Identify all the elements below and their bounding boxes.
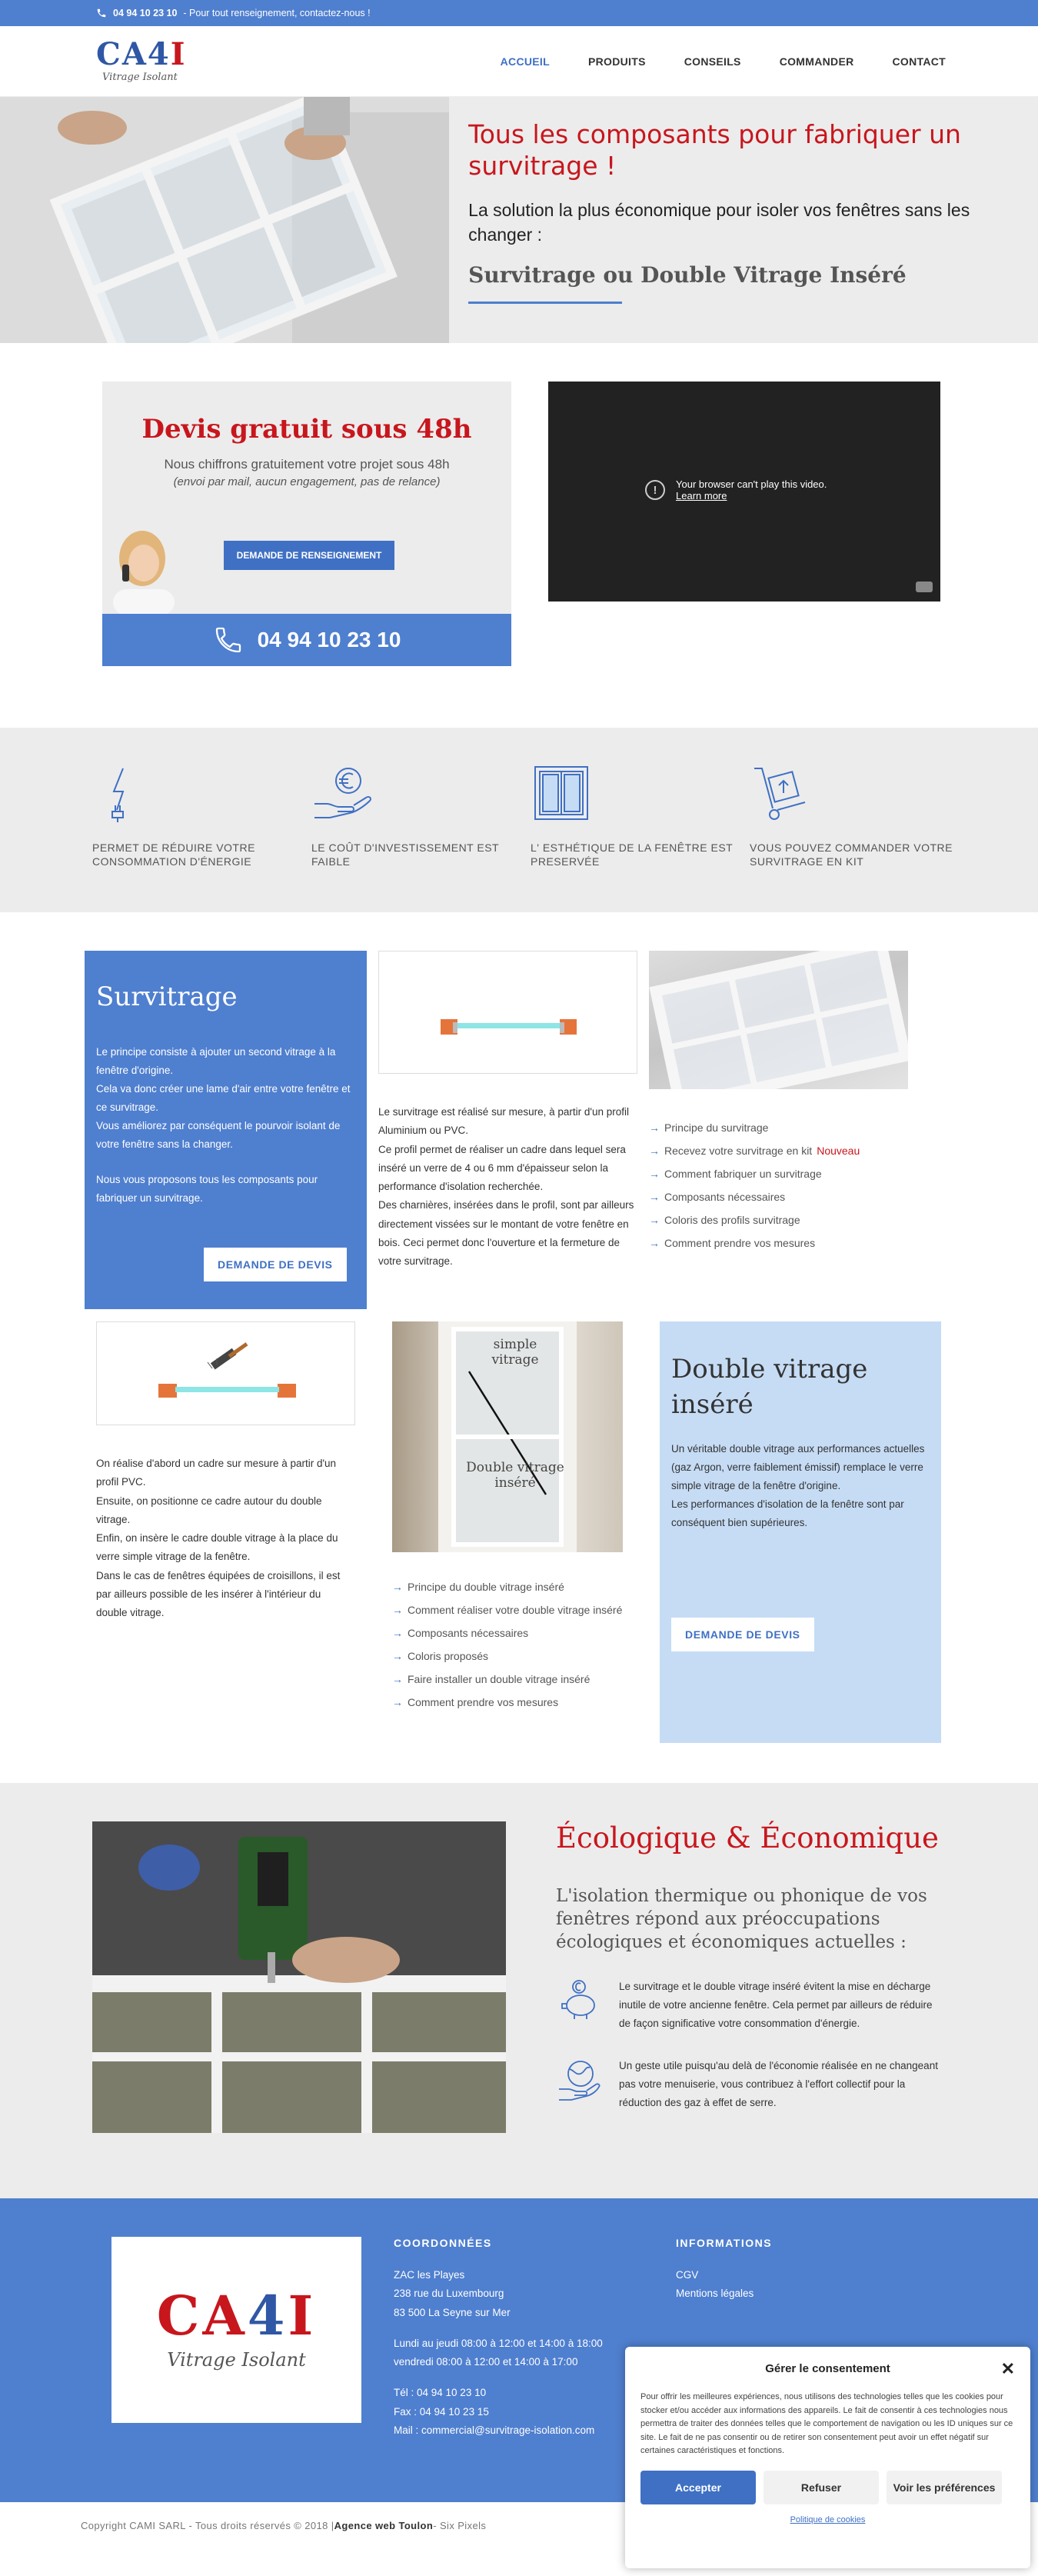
double-vitrage-photo: [392, 1321, 623, 1552]
arrow-right-icon: →: [649, 1214, 660, 1227]
feature-text: LE COÛT D'INVESTISSEMENT EST FAIBLE: [311, 841, 499, 868]
accept-button[interactable]: Accepter: [640, 2471, 756, 2504]
double-vitrage-card: [660, 1321, 941, 1743]
refuse-button[interactable]: Refuser: [764, 2471, 879, 2504]
nav-accueil[interactable]: ACCUEIL: [500, 55, 550, 68]
arrow-right-icon: →: [649, 1145, 660, 1158]
feature-item: [531, 762, 750, 912]
close-icon[interactable]: ✕: [1000, 2359, 1015, 2378]
feature-text: VOUS POUVEZ COMMANDER VOTRE SURVITRAGE EN KIT: [750, 841, 953, 868]
eco-item-text: Un geste utile puisqu'au delà de l'économie réalisée en ne changeant pas votre menuiserie, vous contribuez à l'effort collectif pour la réduction des gaz à effet de serre.: [619, 2059, 938, 2109]
devis-request-button[interactable]: DEMANDE DE RENSEIGNEMENT: [224, 541, 394, 570]
eco-title: Écologique & Économique: [556, 1821, 939, 1855]
double-vitrage-links: [392, 1575, 623, 1715]
feature-item: [92, 762, 311, 912]
preferences-button[interactable]: Voir les préférences: [887, 2471, 1002, 2504]
logo-mark-ca: CA: [96, 36, 148, 72]
piggy-bank-icon: [556, 1978, 602, 2024]
survitrage-diagram: [378, 951, 637, 1074]
agency-suffix: - Six Pixels: [433, 2519, 487, 2531]
phone-icon: [213, 625, 244, 655]
list-item[interactable]: → Composants nécessaires: [392, 1621, 623, 1645]
eco-photo: [92, 1821, 506, 2133]
feature-text: PERMET DE RÉDUIRE VOTRE CONSOMMATION D'ÉNERGIE: [92, 841, 255, 868]
arrow-right-icon: →: [392, 1581, 403, 1593]
double-vitrage-left-text: On réalise d'abord un cadre sur mesure à partir d'un profil PVC. Ensuite, on positionne ce cadre autour du double vitrage. Enfin, on insère le cadre double vitrage à la place du verre simple vitrage de la fenêtre. Dans le cas de fenêtres équipées de croisillons, il est par ailleurs possible de les insérer à l'intérieur du double vitrage.: [96, 1458, 341, 1619]
devis-title: Devis gratuit sous 48h: [141, 414, 472, 445]
youtube-icon[interactable]: [916, 582, 933, 592]
arrow-right-icon: →: [392, 1696, 403, 1709]
list-item[interactable]: → Coloris des profils survitrage: [649, 1208, 908, 1231]
arrow-right-icon: →: [392, 1650, 403, 1663]
feature-item: [311, 762, 531, 912]
eco-subtitle: L'isolation thermique ou phonique de vos fenêtres répond aux préoccupations écologiques et économiques actuelles :: [556, 1886, 927, 1952]
hero-subtitle: La solution la plus économique pour isoler vos fenêtres sans les changer :: [468, 199, 970, 245]
feature-text: L' ESTHÉTIQUE DE LA FENÊTRE EST PRESERVÉE: [531, 841, 733, 868]
arrow-right-icon: →: [649, 1237, 660, 1250]
site-header: [0, 26, 1038, 97]
video-error-text: Your browser can't play this video.: [676, 478, 827, 490]
list-item[interactable]: → Comment fabriquer un survitrage: [649, 1162, 908, 1185]
nav-conseils[interactable]: CONSEILS: [684, 55, 741, 68]
arrow-right-icon: →: [649, 1168, 660, 1181]
site-logo[interactable]: [96, 36, 187, 83]
double-vitrage-diagram: [96, 1321, 355, 1425]
footer-logo[interactable]: [111, 2237, 361, 2423]
delivery-trolley-icon: [750, 762, 811, 824]
devis-line1: Nous chiffrons gratuitement votre projet sous 48h: [164, 457, 450, 472]
survitrage-p2: Cela va donc créer une lame d'air entre votre fenêtre et ce survitrage.: [96, 1083, 351, 1114]
footer-info-title: INFORMATIONS: [676, 2237, 773, 2249]
euro-hand-icon: [311, 762, 373, 824]
hero-title: Tous les composants pour fabriquer un survitrage !: [468, 119, 961, 182]
list-item[interactable]: → Coloris proposés: [392, 1645, 623, 1668]
list-item[interactable]: → Principe du survitrage: [649, 1116, 908, 1139]
double-vitrage-quote-button[interactable]: DEMANDE DE DEVIS: [671, 1618, 814, 1651]
copyright-text: Copyright CAMI SARL - Tous droits réservés © 2018 |: [81, 2519, 334, 2531]
devis-phone-bar[interactable]: [102, 614, 511, 666]
logo-subtitle: Vitrage Isolant: [102, 72, 178, 83]
cookie-policy-link[interactable]: Politique de cookies: [790, 2514, 866, 2524]
survitrage-p3: Vous améliorez par conséquent le pourvoir isolant de votre fenêtre sans la changer.: [96, 1120, 341, 1151]
eco-text: [556, 1821, 940, 2198]
main-nav: [501, 55, 946, 68]
video-player[interactable]: [548, 382, 940, 602]
photo-label-double: Double vitrage inséré: [466, 1460, 564, 1491]
arrow-right-icon: →: [392, 1627, 403, 1640]
footer-hours: Lundi au jeudi 08:00 à 12:00 et 14:00 à 18:00 vendredi 08:00 à 12:00 et 14:00 à 17:00: [394, 2337, 603, 2368]
double-vitrage-card-text: Un véritable double vitrage aux performances actuelles (gaz Argon, verre faiblement émissif) remplace le verre simple vitrage de la fenêtre d'origine. Les performances d'isolation de la fenêtre sont par conséquent bien supérieures.: [671, 1442, 925, 1528]
footer-address: ZAC les Playes 238 rue du Luxembourg 83 500 La Seyne sur Mer: [394, 2269, 511, 2318]
phone-icon: [96, 8, 107, 18]
new-badge: Nouveau: [817, 1145, 860, 1158]
cookie-buttons: [640, 2471, 1015, 2504]
survitrage-title: Survitrage: [96, 981, 238, 1012]
footer-logo-mark-4: 4: [247, 2284, 288, 2348]
devis-woman-image: [102, 528, 195, 615]
devis-line2: (envoi par mail, aucun engagement, pas de relance): [173, 475, 441, 488]
info-icon: !: [645, 480, 665, 500]
nav-commander[interactable]: COMMANDER: [779, 55, 854, 68]
globe-hand-icon: [556, 2057, 602, 2103]
survitrage-right: [649, 951, 908, 1321]
list-item[interactable]: → Composants nécessaires: [649, 1185, 908, 1208]
survitrage-mid-text: Le survitrage est réalisé sur mesure, à partir d'un profil Aluminium ou PVC. Ce profil permet de réaliser un cadre dans lequel sera inséré un verre de 4 ou 6 mm d'épaisseur selon la performance d'isolation recherchée. Des charnières, insérées dans le profil, sont par ailleurs directement vissées sur le montant de votre fenêtre en bois. Ceci permet donc l'ouverture et la fermeture de votre survitrage.: [378, 1106, 634, 1268]
arrow-right-icon: →: [392, 1604, 403, 1617]
list-item[interactable]: → Faire installer un double vitrage inséré: [392, 1668, 623, 1691]
top-bar: [0, 0, 1038, 26]
list-item[interactable]: → Comment prendre vos mesures: [649, 1231, 908, 1255]
survitrage-links: [649, 1116, 908, 1255]
nav-produits[interactable]: PRODUITS: [587, 55, 646, 68]
arrow-right-icon: →: [392, 1673, 403, 1686]
hero-heading: Survitrage ou Double Vitrage Inséré: [468, 262, 907, 288]
eco-item-text: Le survitrage et le double vitrage inséré évitent la mise en décharge inutile de votre ancienne fenêtre. Cela permet par ailleurs de réduire de façon significative votre consommation d'énergie.: [619, 1980, 933, 2030]
footer-contact: Tél : 04 94 10 23 10 Fax : 04 94 10 23 15 Mail : commercial@survitrage-isolation.com: [394, 2387, 595, 2437]
footer-logo-subtitle: Vitrage Isolant: [167, 2349, 306, 2371]
survitrage-p1: Le principe consiste à ajouter un second vitrage à la fenêtre d'origine.: [96, 1046, 336, 1077]
footer-link-mentions[interactable]: Mentions légales: [676, 2288, 754, 2300]
feature-item: [750, 762, 969, 912]
survitrage-section: [0, 912, 1038, 1321]
double-vitrage-title: Double vitrage inséré: [671, 1354, 868, 1420]
topbar-text: - Pour tout renseignement, contactez-nous !: [183, 8, 371, 18]
topbar-phone[interactable]: 04 94 10 23 10: [113, 8, 178, 18]
hero-divider: [468, 302, 622, 304]
hero-text: [449, 97, 1038, 343]
double-vitrage-left: [96, 1321, 355, 1783]
photo-label-simple: simple vitrage: [491, 1337, 539, 1368]
arrow-right-icon: →: [649, 1191, 660, 1204]
energy-plug-icon: [92, 762, 154, 824]
footer-logo-mark-i: I: [288, 2284, 317, 2348]
eco-section: [0, 1783, 1038, 2198]
footer-coordinates: [394, 2237, 644, 2502]
devis-phone-number: 04 94 10 23 10: [257, 628, 401, 651]
hero-section: [0, 97, 1038, 343]
cookie-text: Pour offrir les meilleures expériences, nous utilisons des technologies telles que les cookies pour stocker et/ou accéder aux informations des appareils. Le fait de consentir à ces technologies nous permettra de traiter des données telles que le comportement de navigation ou les ID uniques sur ce site. Le fait de ne pas consentir ou de retirer son consentement peut avoir un effet négatif sur certaines caractéristiques et fonctions.: [640, 2392, 1013, 2456]
cookie-title: Gérer le consentement: [765, 2362, 890, 2375]
logo-mark-i: I: [170, 36, 187, 72]
hero-image: [0, 97, 449, 343]
list-item[interactable]: → Principe du double vitrage inséré: [392, 1575, 623, 1598]
double-vitrage-middle: [392, 1321, 623, 1783]
survitrage-p4: Nous vous proposons tous les composants pour fabriquer un survitrage.: [96, 1174, 318, 1205]
footer-logo-mark-ca: CA: [156, 2284, 248, 2348]
survitrage-quote-button[interactable]: DEMANDE DE DEVIS: [204, 1248, 347, 1281]
survitrage-photo: [649, 951, 908, 1089]
eco-item: [556, 1978, 940, 2034]
devis-section: [0, 343, 1038, 728]
devis-card: [102, 382, 511, 666]
survitrage-card: [85, 951, 367, 1309]
arrow-right-icon: →: [649, 1121, 660, 1134]
logo-mark-4: 4: [147, 36, 171, 72]
eco-item: [556, 2057, 940, 2113]
double-vitrage-section: [0, 1321, 1038, 1783]
window-icon: [531, 762, 592, 824]
footer-link-cgv[interactable]: CGV: [676, 2269, 699, 2281]
list-item[interactable]: → Comment prendre vos mesures: [392, 1691, 623, 1714]
nav-contact[interactable]: CONTACT: [892, 55, 946, 68]
agency-link[interactable]: Agence web Toulon: [334, 2519, 434, 2531]
cookie-consent-dialog: [625, 2347, 1030, 2568]
list-item[interactable]: → Recevez votre survitrage en kit Nouveau: [649, 1139, 908, 1162]
survitrage-middle: [378, 951, 637, 1321]
list-item[interactable]: → Comment réaliser votre double vitrage inséré: [392, 1598, 623, 1621]
footer-coord-title: COORDONNÉES: [394, 2237, 492, 2249]
video-learn-more-link[interactable]: Learn more: [676, 490, 727, 502]
video-error-message: [645, 478, 827, 502]
features-section: [0, 728, 1038, 912]
